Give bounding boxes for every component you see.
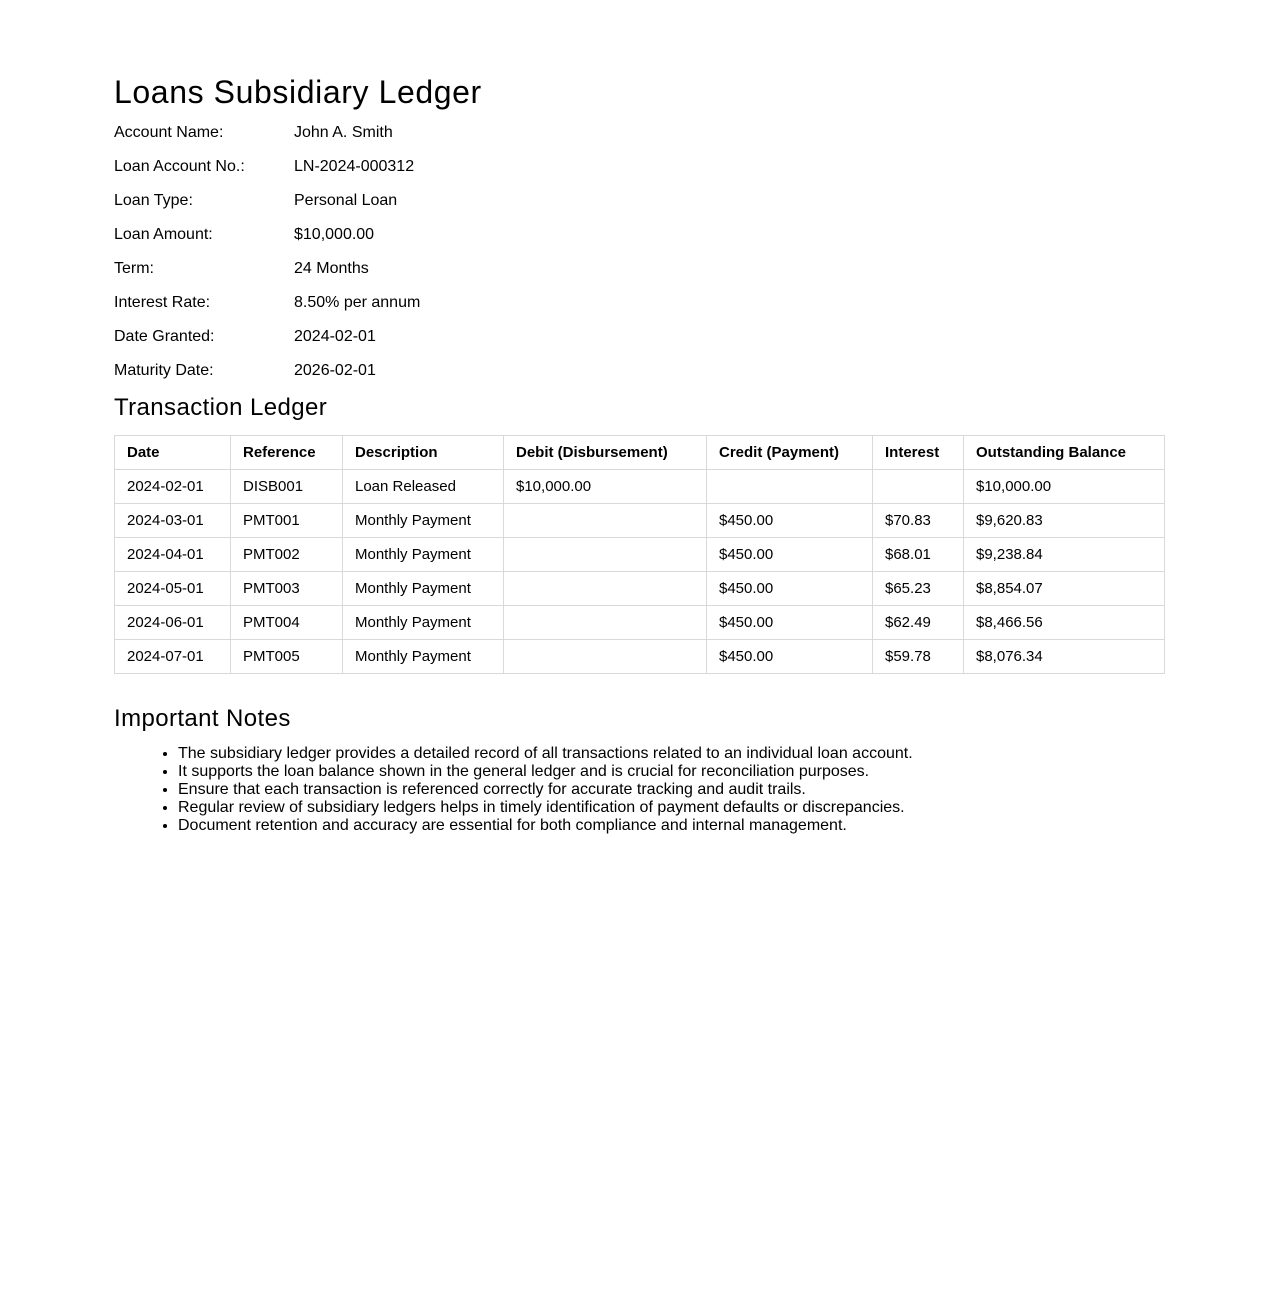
table-cell: $8,466.56 (964, 606, 1165, 640)
table-row (115, 572, 1165, 606)
table-body (115, 470, 1165, 674)
table-cell: $8,854.07 (964, 572, 1165, 606)
account-info-row (114, 150, 714, 184)
account-info-label: Maturity Date: (114, 362, 214, 379)
table-cell: Monthly Payment (343, 504, 504, 538)
important-notes-title: Important Notes (114, 705, 291, 732)
table-cell: PMT004 (231, 606, 343, 640)
table-cell: PMT001 (231, 504, 343, 538)
account-info-value: Personal Loan (294, 192, 398, 209)
account-info-value: LN-2024-000312 (294, 158, 415, 175)
table-cell (504, 572, 707, 606)
table-row (115, 606, 1165, 640)
account-info-row (114, 116, 714, 150)
table-cell: $450.00 (707, 606, 873, 640)
table-cell (504, 538, 707, 572)
table-row (115, 640, 1165, 674)
account-info-row (114, 354, 714, 388)
table-cell: 2024-02-01 (115, 470, 231, 504)
table-cell: $10,000.00 (964, 470, 1165, 504)
account-info-label: Interest Rate: (114, 294, 211, 311)
table-cell: DISB001 (231, 470, 343, 504)
column-header: Debit (Disbursement) (504, 436, 707, 470)
table-cell: $65.23 (873, 572, 964, 606)
table-cell (504, 504, 707, 538)
table-cell: 2024-03-01 (115, 504, 231, 538)
account-info-label: Account Name: (114, 124, 224, 141)
table-cell: $9,238.84 (964, 538, 1165, 572)
table-cell: $62.49 (873, 606, 964, 640)
table-cell: Monthly Payment (343, 538, 504, 572)
table-cell (504, 606, 707, 640)
account-info-label: Term: (114, 260, 154, 277)
table-row (115, 470, 1165, 504)
table-cell: $8,076.34 (964, 640, 1165, 674)
account-info-label: Date Granted: (114, 328, 215, 345)
account-info-row (114, 320, 714, 354)
account-info-value: 8.50% per annum (294, 294, 421, 311)
transaction-ledger-title: Transaction Ledger (114, 394, 328, 421)
table-cell: Loan Released (343, 470, 504, 504)
table-cell (707, 470, 873, 504)
column-header: Date (115, 436, 231, 470)
account-info-row (114, 184, 714, 218)
important-notes-list (114, 745, 1178, 835)
table-cell: $9,620.83 (964, 504, 1165, 538)
account-info (114, 116, 714, 388)
table-cell: 2024-06-01 (115, 606, 231, 640)
account-info-row (114, 218, 714, 252)
column-header: Credit (Payment) (707, 436, 873, 470)
table-row (115, 538, 1165, 572)
table-header-row (115, 436, 1165, 470)
note-item: • Ensure that each transaction is referenced correctly for accurate tracking and audit trails. (178, 781, 1178, 799)
table-cell: $450.00 (707, 640, 873, 674)
account-info-row (114, 286, 714, 320)
table-cell: PMT003 (231, 572, 343, 606)
account-info-value: John A. Smith (294, 124, 393, 141)
column-header: Outstanding Balance (964, 436, 1165, 470)
table-cell: 2024-05-01 (115, 572, 231, 606)
account-info-value: 2026-02-01 (294, 362, 376, 379)
note-item: • Regular review of subsidiary ledgers helps in timely identification of payment defaults or discrepancies. (178, 799, 1178, 817)
transaction-ledger-table (114, 435, 1165, 674)
page-title: Loans Subsidiary Ledger (114, 74, 482, 110)
table-cell: Monthly Payment (343, 606, 504, 640)
account-info-label: Loan Account No.: (114, 158, 245, 175)
table-cell (873, 470, 964, 504)
account-info-label: Loan Amount: (114, 226, 213, 243)
note-item: • It supports the loan balance shown in the general ledger and is crucial for reconciliation purposes. (178, 763, 1178, 781)
table-cell: $450.00 (707, 572, 873, 606)
table-cell: $450.00 (707, 538, 873, 572)
account-info-value: 2024-02-01 (294, 328, 376, 345)
note-item: • The subsidiary ledger provides a detailed record of all transactions related to an individual loan account. (178, 745, 1178, 763)
table-cell: $450.00 (707, 504, 873, 538)
column-header: Interest (873, 436, 964, 470)
table-cell: 2024-07-01 (115, 640, 231, 674)
table-cell: $68.01 (873, 538, 964, 572)
table-cell: PMT002 (231, 538, 343, 572)
account-info-value: 24 Months (294, 260, 369, 277)
table-row (115, 504, 1165, 538)
table-cell: Monthly Payment (343, 640, 504, 674)
column-header: Description (343, 436, 504, 470)
table-cell: PMT005 (231, 640, 343, 674)
column-header: Reference (231, 436, 343, 470)
note-item: • Document retention and accuracy are essential for both compliance and internal management. (178, 817, 1178, 835)
account-info-value: $10,000.00 (294, 226, 375, 243)
table-cell: 2024-04-01 (115, 538, 231, 572)
table-cell: $59.78 (873, 640, 964, 674)
table-cell: Monthly Payment (343, 572, 504, 606)
account-info-label: Loan Type: (114, 192, 193, 209)
account-info-row (114, 252, 714, 286)
table-cell (504, 640, 707, 674)
table-cell: $10,000.00 (504, 470, 707, 504)
table-cell: $70.83 (873, 504, 964, 538)
